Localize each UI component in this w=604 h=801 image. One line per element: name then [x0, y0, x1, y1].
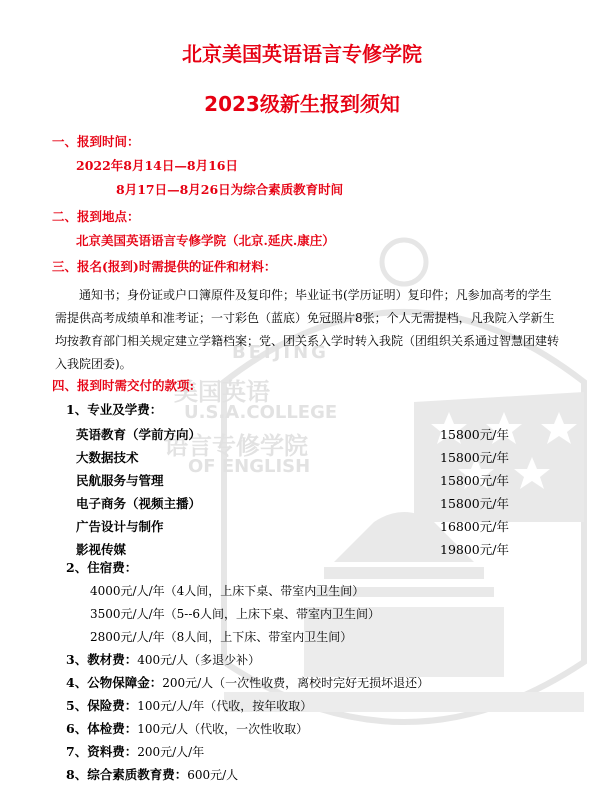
- materials-paragraph: 通知书；身份证或户口簿原件及复印件；毕业证书(学历证明）复印件；凡参加高考的学生需提供高考成绩单和准考证；一寸彩色（蓝底）免冠照片8张；个人无需提档，凡我院入学新生均按教育部门相关规定建立学籍档案；党、团关系入学时转入我院（团组织关系通过智慧团建转入我院团委)。: [55, 288, 560, 371]
- major-name: 电子商务（视频主播）: [76, 496, 202, 511]
- major-price: 15800元/年: [440, 450, 509, 465]
- section-2-heading: 二、报到地点：: [52, 209, 140, 224]
- dorm-option: 2800元/人/年（8人间，上下床、带室内卫生间）: [90, 630, 353, 644]
- watermark-word-english: OF ENGLISH: [188, 456, 311, 477]
- dorm-option: 3500元/人/年（5--6人间，上床下桌、带室内卫生间）: [90, 607, 381, 621]
- report-location: 北京美国英语语言专修学院（北京.延庆.康庄）: [76, 233, 335, 248]
- watermark-word-college: U.S.A.COLLEGE: [184, 402, 338, 423]
- page-subtitle: 2023级新生报到须知: [204, 92, 400, 116]
- fee-8-value: 600元/人: [187, 768, 239, 782]
- page-title: 北京美国英语语言专修学院: [182, 42, 422, 66]
- fee-6-label: 6、体检费：: [66, 721, 138, 736]
- report-date-2: 8月17日—8月26日为综合素质教育时间: [116, 182, 344, 197]
- fee-2-label: 2、住宿费：: [66, 560, 138, 575]
- watermark-word-beijing: BEIJING: [232, 342, 329, 363]
- report-date-1: 2022年8月14日—8月16日: [76, 158, 238, 173]
- fee-3-label: 3、教材费：: [66, 652, 138, 667]
- fee-8-label: 8、综合素质教育费：: [66, 767, 188, 782]
- major-name: 广告设计与制作: [76, 519, 164, 534]
- fee-7-value: 200元/人/年: [137, 745, 205, 759]
- major-name: 民航服务与管理: [76, 473, 164, 488]
- fee-6-value: 100元/人（代收，一次性收取）: [137, 722, 309, 736]
- watermark-word-school: 语言专修学院: [164, 432, 308, 460]
- section-4-heading: 四、报到时需交付的款项:: [52, 378, 195, 393]
- major-name: 英语教育（学前方向）: [76, 427, 202, 442]
- fee-4-label: 4、公物保障金：: [66, 675, 163, 690]
- section-1-heading: 一、报到时间：: [52, 134, 140, 149]
- fee-7-label: 7、资料费：: [66, 744, 138, 759]
- major-name: 影视传媒: [76, 542, 127, 557]
- fee-1-label: 1、专业及学费：: [66, 402, 163, 417]
- fee-7-row: [66, 744, 204, 761]
- section-3-heading: 三、报名(报到)时需提供的证件和材料：: [52, 259, 277, 274]
- fee-4-row: [66, 675, 429, 692]
- fee-5-label: 5、保险费：: [66, 698, 138, 713]
- major-price: 15800元/年: [440, 427, 509, 442]
- watermark-word-usa: 美国英语: [174, 378, 270, 406]
- major-price: 16800元/年: [440, 519, 509, 534]
- dorm-option: 4000元/人/年（4人间，上床下桌、带室内卫生间）: [90, 584, 365, 598]
- major-name: 大数据技术: [76, 450, 139, 465]
- fee-4-value: 200元/人（一次性收费，离校时完好无损坏退还）: [162, 676, 430, 690]
- fee-5-value: 100元/人/年（代收，按年收取）: [137, 699, 313, 713]
- fee-6-row: [66, 721, 308, 738]
- fee-3-value: 400元/人（多退少补）: [137, 653, 261, 667]
- major-price: 19800元/年: [440, 542, 509, 557]
- fee-5-row: [66, 698, 312, 715]
- fee-3-row: [66, 652, 260, 669]
- fee-8-row: [66, 767, 238, 784]
- major-price: 15800元/年: [440, 473, 509, 488]
- major-price: 15800元/年: [440, 496, 509, 511]
